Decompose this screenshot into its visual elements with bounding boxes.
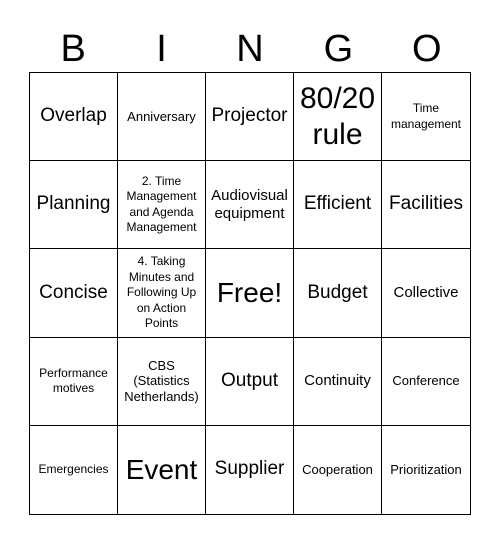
bingo-cell-output[interactable]: Output	[206, 338, 294, 426]
bingo-cell-continuity[interactable]: Continuity	[294, 338, 382, 426]
bingo-cell-overlap[interactable]: Overlap	[30, 73, 118, 161]
bingo-cell-planning[interactable]: Planning	[30, 161, 118, 249]
bingo-cell-80-20-rule[interactable]: 80/20 rule	[294, 73, 382, 161]
bingo-cell-event[interactable]: Event	[118, 426, 206, 514]
bingo-cell-time-and-agenda-management[interactable]: 2. Time Management and Agenda Management	[118, 161, 206, 249]
bingo-cell-free-space[interactable]: Free!	[206, 249, 294, 337]
bingo-cell-concise[interactable]: Concise	[30, 249, 118, 337]
bingo-cell-facilities[interactable]: Facilities	[382, 161, 470, 249]
bingo-cell-prioritization[interactable]: Prioritization	[390, 462, 462, 478]
bingo-cell-emergencies[interactable]: Emergencies	[30, 426, 118, 514]
bingo-cell-efficient[interactable]: Efficient	[294, 161, 382, 249]
bingo-header	[29, 26, 471, 72]
bingo-cell-conference[interactable]: Conference	[382, 338, 470, 426]
bingo-cell-time-management[interactable]: Time management	[382, 73, 470, 161]
header-letter-b: B	[60, 28, 86, 70]
bingo-board	[29, 72, 471, 515]
bingo-cell-taking-minutes[interactable]: 4. Taking Minutes and Following Up on Action Points	[118, 249, 206, 337]
bingo-cell-performance-motives[interactable]: Performance motives	[30, 338, 118, 426]
bingo-cell-audiovisual-equipment[interactable]: Audiovisual equipment	[206, 161, 294, 249]
header-letter-i: I	[156, 28, 167, 70]
bingo-cell-cooperation[interactable]: Cooperation	[294, 426, 382, 514]
header-letter-o: O	[411, 28, 442, 70]
bingo-cell-budget[interactable]: Budget	[294, 249, 382, 337]
header-letter-n: N	[236, 28, 264, 70]
bingo-cell-anniversary[interactable]: Anniversary	[118, 73, 206, 161]
bingo-cell-cbs[interactable]: CBS (Statistics Netherlands)	[118, 338, 206, 426]
header-letter-g: G	[323, 28, 354, 70]
bingo-cell-collective[interactable]: Collective	[382, 249, 470, 337]
bingo-cell-supplier[interactable]: Supplier	[206, 426, 294, 514]
bingo-cell-projector[interactable]: Projector	[206, 73, 294, 161]
